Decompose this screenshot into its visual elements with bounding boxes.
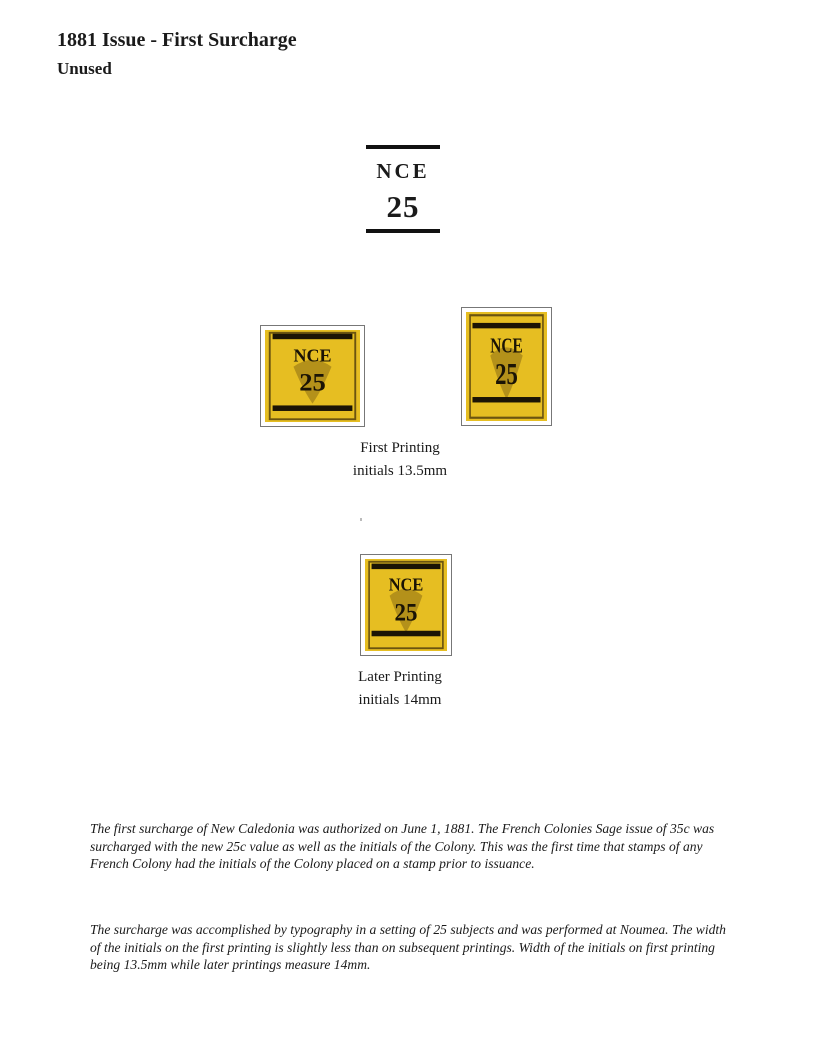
stamp-picture xyxy=(365,559,447,651)
overprint-top-bar xyxy=(472,323,540,328)
overprint-initials: NCE xyxy=(490,334,523,357)
paper-speck xyxy=(360,518,362,521)
overprint-top-bar xyxy=(372,564,441,570)
stamp-image xyxy=(265,330,360,422)
overprint-value: 25 xyxy=(495,356,518,391)
caption-later-printing-line2: initials 14mm xyxy=(358,692,442,708)
overprint-bottom-bar xyxy=(273,405,353,411)
caption-later-printing-line1: Later Printing xyxy=(358,669,442,685)
stamp-image xyxy=(365,559,447,651)
caption-first-printing xyxy=(330,437,470,483)
caption-first-printing-line2: initials 13.5mm xyxy=(352,463,448,479)
stamp-later-printing xyxy=(360,554,452,656)
surcharge-bottom-bar xyxy=(366,229,440,233)
page-subtitle: Unused xyxy=(57,59,112,78)
paragraph-1: The first surcharge of New Caledonia was authorized on June 1, 1881. The French Colonies Sage issue of 35c was surcharged with the new 25c value as well as the initials of the Colony. This was the first time that stamps of any French Colony had the initials of the Colony placed on a stamp prior to issuance. xyxy=(90,821,715,872)
surcharge-illustration xyxy=(366,145,440,237)
page-title: 1881 Issue - First Surcharge xyxy=(57,29,297,51)
stamp-picture xyxy=(265,330,360,422)
overprint-bottom-bar xyxy=(372,631,441,637)
surcharge-value: 25 xyxy=(386,189,420,224)
overprint-value: 25 xyxy=(394,598,418,627)
overprint-initials: NCE xyxy=(293,345,332,366)
stamp-first-printing-1 xyxy=(260,325,365,427)
overprint-bottom-bar xyxy=(472,397,540,402)
caption-first-printing-line1: First Printing xyxy=(360,440,440,456)
overprint-top-bar xyxy=(273,334,353,340)
overprint-value: 25 xyxy=(299,368,326,397)
caption-later-printing xyxy=(330,666,470,712)
paragraph-2: The surcharge was accomplished by typography in a setting of 25 subjects and was performed at Noumea. The width of the initials on the first printing is slightly less than on subsequent printings. Width of the initials on first printing being 13.5mm while later printings measure 14mm. xyxy=(90,922,726,973)
stamp-first-printing-2 xyxy=(461,307,552,426)
overprint-initials: NCE xyxy=(388,573,424,595)
stamp-image xyxy=(466,312,547,421)
stamp-picture xyxy=(466,312,547,421)
surcharge-initials: NCE xyxy=(376,159,430,183)
surcharge-top-bar xyxy=(366,145,440,149)
